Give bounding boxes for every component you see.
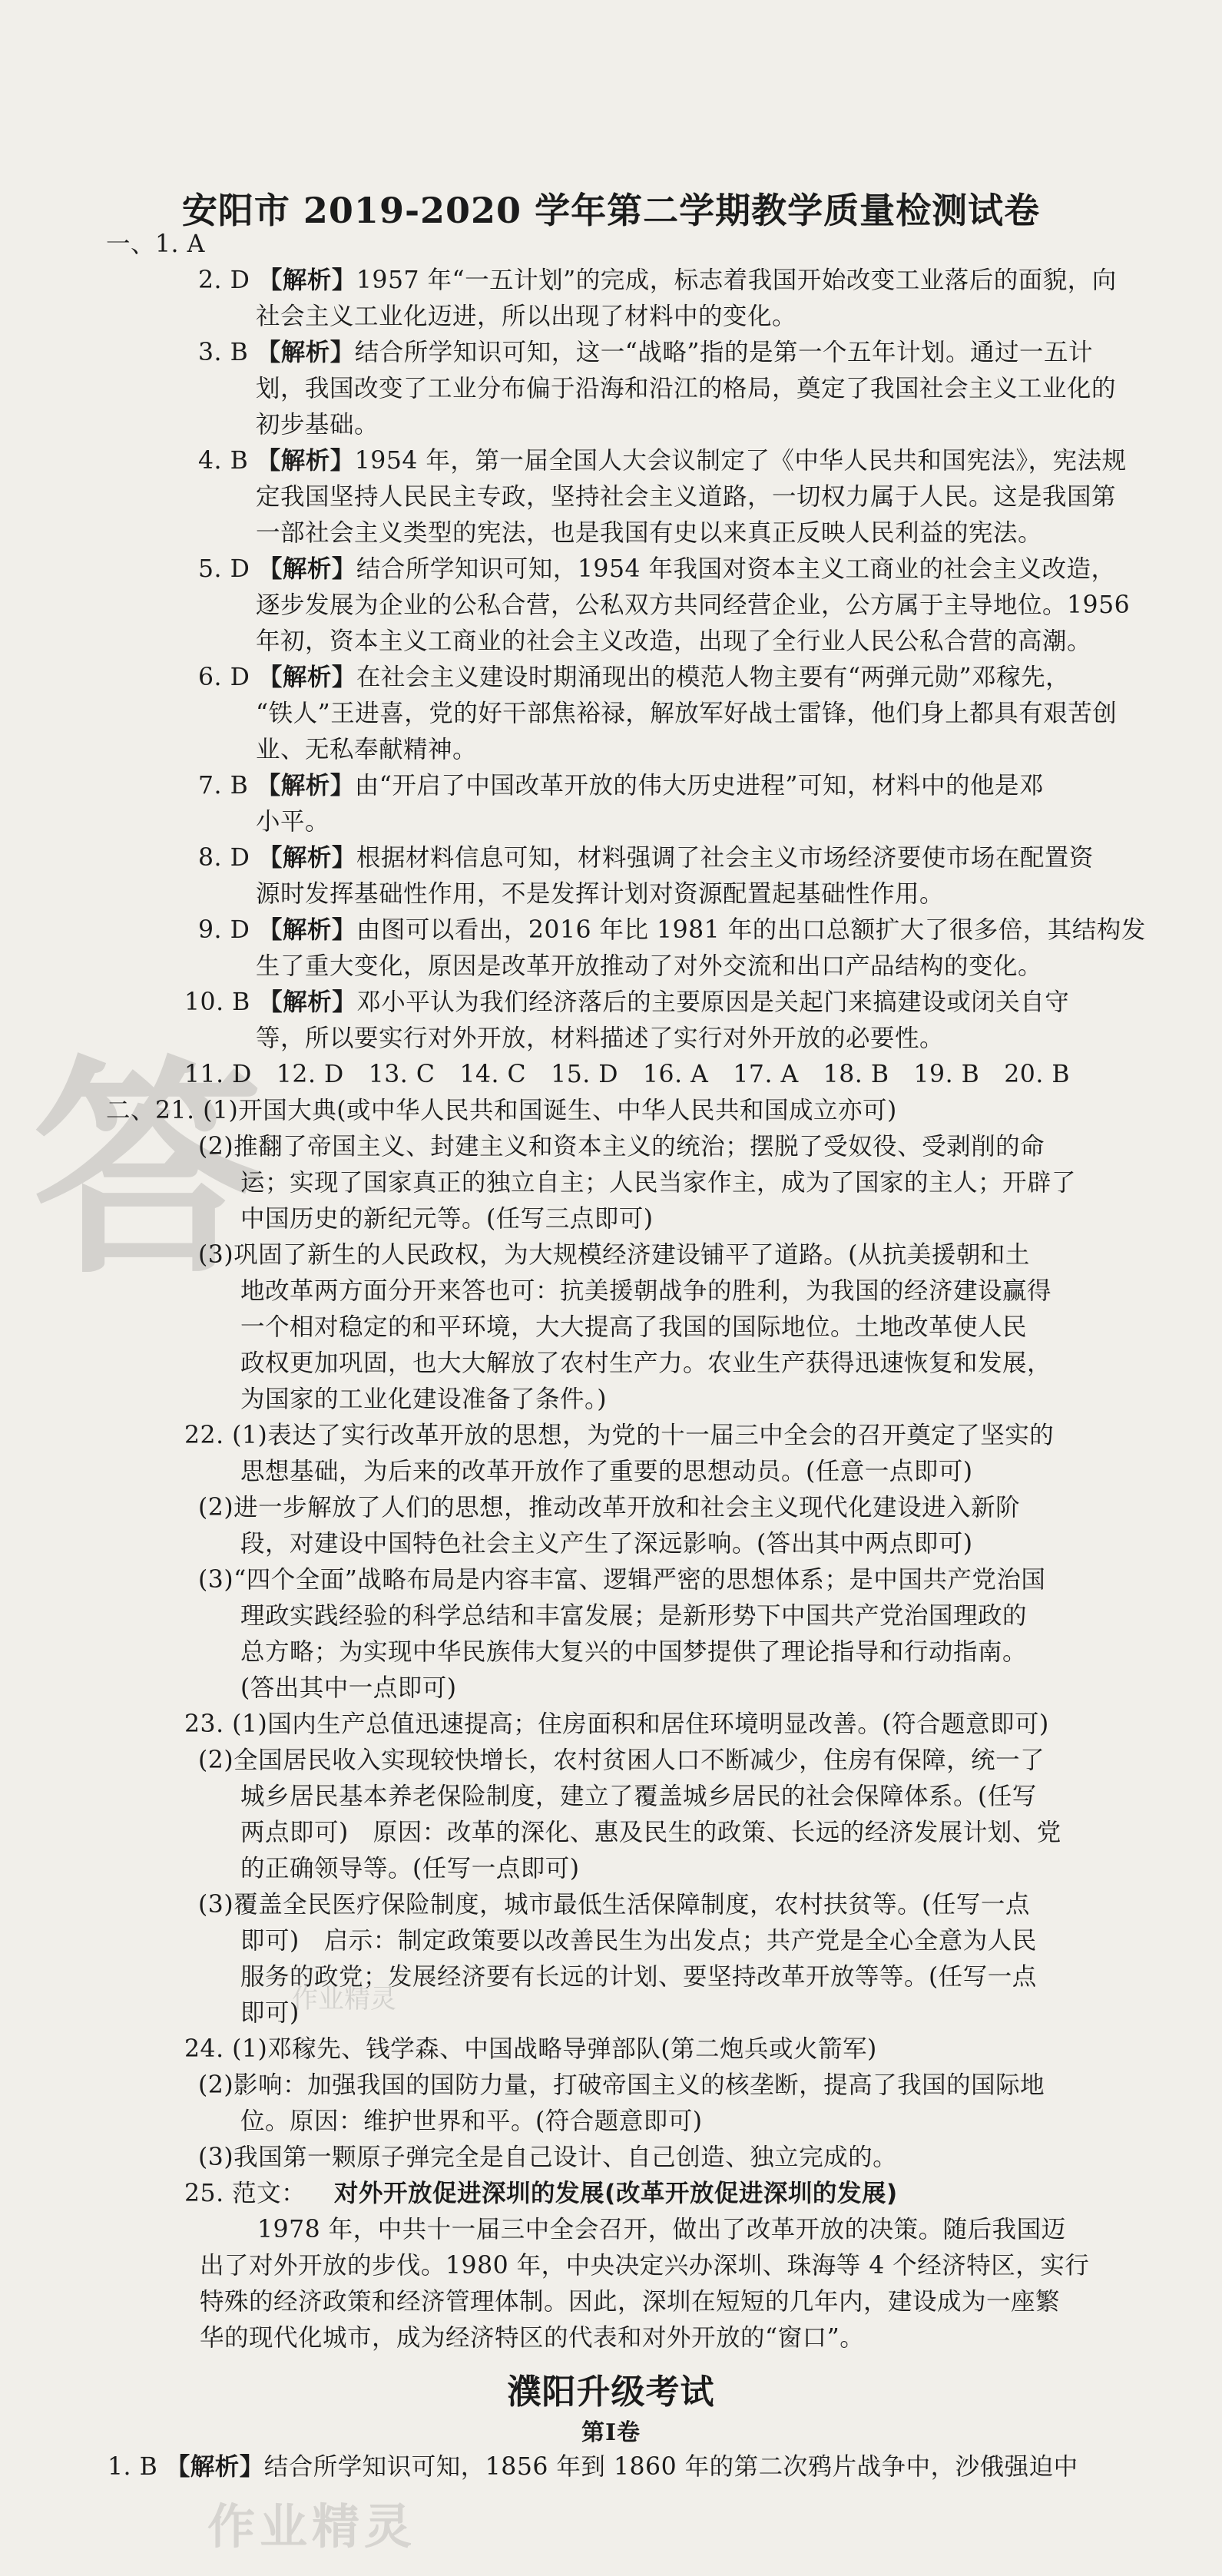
answer-line: 两点即可) 原因：改革的深化、惠及民生的政策、长远的经济发展计划、党	[240, 1819, 1061, 1846]
answer-line: 划，我国改变了工业分布偏于沿海和沿江的格局，奠定了我国社会主义工业化的	[256, 375, 1117, 402]
answer-line: 5. D 【解析】结合所学知识可知，1954 年我国对资本主义工商业的社会主义改造，	[198, 555, 1116, 583]
answer-line: 年初，资本主义工商业的社会主义改造，出现了全行业人民公私合营的高潮。	[256, 627, 1092, 655]
analysis-tag: 【解析】	[257, 916, 356, 944]
answer-line: 业、无私奉献精神。	[256, 736, 478, 763]
answer-line: (3)我国第一颗原子弹完全是自己设计、自己创造、独立完成的。	[198, 2144, 898, 2171]
answer-line: 二、21. (1)开国大典(或中华人民共和国诞生、中华人民共和国成立亦可)	[106, 1097, 897, 1124]
answer-line: 源时发挥基础性作用，不是发挥计划对资源配置起基础性作用。	[256, 880, 945, 908]
answer-line: 地改革两方面分开来答也可：抗美援朝战争的胜利，为我国的经济建设赢得	[240, 1277, 1052, 1305]
answer-line: 城乡居民基本养老保险制度，建立了覆盖城乡居民的社会保障体系。(任写	[240, 1783, 1037, 1810]
answer-line: 运；实现了国家真正的独立自主；人民当家作主，成为了国家的主人；开辟了	[240, 1169, 1077, 1197]
answer-line: 8. D 【解析】根据材料信息可知，材料强调了社会主义市场经济要使市场在配置资	[198, 844, 1094, 872]
answer-line: 政权更加巩固，也大大解放了农村生产力。农业生产获得迅速恢复和发展，	[240, 1349, 1052, 1377]
answer-line: 24. (1)邓稼先、钱学森、中国战略导弹部队(第二炮兵或火箭军)	[184, 2035, 877, 2063]
section-subtitle: 第Ⅰ卷	[581, 2419, 641, 2446]
answer-line: (答出其中一点即可)	[240, 1674, 457, 1702]
answer-line: (3)覆盖全民医疗保险制度，城市最低生活保障制度，农村扶贫等。(任写一点	[198, 1891, 1030, 1919]
answer-line: 10. B 【解析】邓小平认为我们经济落后的主要原因是关起门来搞建设或闭关自守	[184, 988, 1070, 1016]
answer-line: (2)影响：加强我国的国防力量，打破帝国主义的核垄断，提高了我国的国际地	[198, 2071, 1045, 2099]
answer-line: 4. B 【解析】1954 年，第一届全国人大会议制定了《中华人民共和国宪法》，宪法规	[198, 447, 1127, 475]
analysis-tag: 【解析】	[257, 664, 356, 691]
analysis-tag: 【解析】	[258, 988, 357, 1016]
answer-line: 25. 范文：	[184, 2180, 306, 2207]
answer-line: 6. D 【解析】在社会主义建设时期涌现出的模范人物主要有“两弹元勋”邓稼先，	[198, 664, 1071, 691]
answer-line: (2)推翻了帝国主义、封建主义和资本主义的统治；摆脱了受奴役、受剥削的命	[198, 1133, 1045, 1161]
section-title: 濮阳升级考试	[507, 2372, 715, 2412]
answer-line: 9. D 【解析】由图可以看出，2016 年比 1981 年的出口总额扩大了很多倍，其结构发	[198, 916, 1146, 944]
answer-line: 逐步发展为企业的公私合营，公私双方共同经营企业，公方属于主导地位。1956	[256, 591, 1131, 619]
answer-line: 1978 年，中共十一届三中全会召开，做出了改革开放的决策。随后我国迈	[257, 2216, 1066, 2243]
answer-line: 23. (1)国内生产总值迅速提高；住房面积和居住环境明显改善。(符合题意即可)	[184, 1710, 1049, 1738]
watermark-stamp: 作业精灵	[207, 2498, 417, 2554]
answer-line: 7. B 【解析】由“开启了中国改革开放的伟大历史进程”可知，材料中的他是邓	[198, 772, 1044, 800]
answer-line: 11. D 12. D 13. C 14. C 15. D 16. A 17. A 18. B 19. B 20. B	[184, 1061, 1070, 1088]
answer-line: 即可)	[240, 1999, 300, 2027]
answer-line: 中国历史的新纪元等。(任写三点即可)	[240, 1205, 654, 1233]
answer-line: 理政实践经验的科学总结和丰富发展；是新形势下中国共产党治国理政的	[240, 1602, 1028, 1630]
watermark-stamp-small: 作业精灵	[292, 1984, 396, 2015]
answer-line: 生了重大变化，原因是改革开放推动了对外交流和出口产品结构的变化。	[256, 952, 1043, 980]
answer-line: 3. B 【解析】结合所学知识可知，这一“战略”指的是第一个五年计划。通过一五计	[198, 339, 1093, 366]
analysis-tag: 【解析】	[165, 2453, 264, 2481]
answer-line: 2. D 【解析】1957 年“一五计划”的完成，标志着我国开始改变工业落后的面貌，向	[198, 267, 1117, 294]
watermark-glyph: 答	[33, 1037, 263, 1305]
answer-line: 出了对外开放的步伐。1980 年，中央决定兴办深圳、珠海等 4 个经济特区，实行	[200, 2252, 1090, 2280]
answer-line: (3)“四个全面”战略布局是内容丰富、逻辑严密的思想体系；是中国共产党治国	[198, 1566, 1046, 1594]
answer-line: 即可) 启示：制定政策要以改善民生为出发点；共产党是全心全意为人民	[240, 1927, 1037, 1955]
answer-line: 初步基础。	[256, 411, 379, 439]
answer-line: 为国家的工业化建设准备了条件。)	[240, 1386, 608, 1413]
answer-line: 总方略；为实现中华民族伟大复兴的中国梦提供了理论指导和行动指南。	[240, 1638, 1028, 1666]
answer-line: 思想基础，为后来的改革开放作了重要的思想动员。(任意一点即可)	[240, 1458, 973, 1485]
answer-line: 等，所以要实行对外开放，材料描述了实行对外开放的必要性。	[256, 1025, 945, 1052]
answer-line: 社会主义工业化迈进，所以出现了材料中的变化。	[256, 303, 797, 330]
answer-line: 1. B 【解析】结合所学知识可知，1856 年到 1860 年的第二次鸦片战争中，沙俄强迫中	[108, 2453, 1078, 2481]
answer-line: 华的现代化城市，成为经济特区的代表和对外开放的“窗口”。	[200, 2324, 865, 2352]
page-title: 安阳市 2019-2020 学年第二学期教学质量检测试卷	[181, 190, 1041, 231]
analysis-tag: 【解析】	[256, 772, 355, 800]
essay-title: 对外开放促进深圳的发展(改革开放促进深圳的发展)	[334, 2180, 898, 2207]
answer-line: 一个相对稳定的和平环境，大大提高了我国的国际地位。土地改革使人民	[240, 1313, 1028, 1341]
analysis-tag: 【解析】	[256, 339, 355, 366]
analysis-tag: 【解析】	[257, 267, 356, 294]
answer-line: 段，对建设中国特色社会主义产生了深远影响。(答出其中两点即可)	[240, 1530, 973, 1558]
answer-line: 定我国坚持人民民主专政，坚持社会主义道路，一切权力属于人民。这是我国第	[256, 483, 1117, 511]
answer-line: 22. (1)表达了实行改革开放的思想，为党的十一届三中全会的召开奠定了坚实的	[184, 1422, 1055, 1449]
answer-line: “铁人”王进喜，党的好干部焦裕禄，解放军好战士雷锋，他们身上都具有艰苦创	[256, 700, 1118, 727]
answer-line: (3)巩固了新生的人民政权，为大规模经济建设铺平了道路。(从抗美援朝和土	[198, 1241, 1030, 1269]
answer-line: 服务的政党；发展经济要有长远的计划、要坚持改革开放等等。(任写一点	[240, 1963, 1037, 1991]
analysis-tag: 【解析】	[257, 555, 356, 583]
answer-line: 一、1. A	[106, 230, 205, 258]
answer-line: 位。原因：维护世界和平。(符合题意即可)	[240, 2107, 703, 2135]
answer-line: 小平。	[256, 808, 330, 836]
answer-line: 一部社会主义类型的宪法，也是我国有史以来真正反映人民利益的宪法。	[256, 519, 1043, 547]
answer-line: (2)进一步解放了人们的思想，推动改革开放和社会主义现代化建设进入新阶	[198, 1494, 1021, 1521]
answer-line: 的正确领导等。(任写一点即可)	[240, 1855, 580, 1882]
answer-line: (2)全国居民收入实现较快增长，农村贫困人口不断减少，住房有保障，统一了	[198, 1747, 1045, 1774]
analysis-tag: 【解析】	[257, 844, 356, 872]
answer-line: 特殊的经济政策和经济管理体制。因此，深圳在短短的几年内，建设成为一座繁	[200, 2288, 1061, 2316]
analysis-tag: 【解析】	[256, 447, 355, 475]
